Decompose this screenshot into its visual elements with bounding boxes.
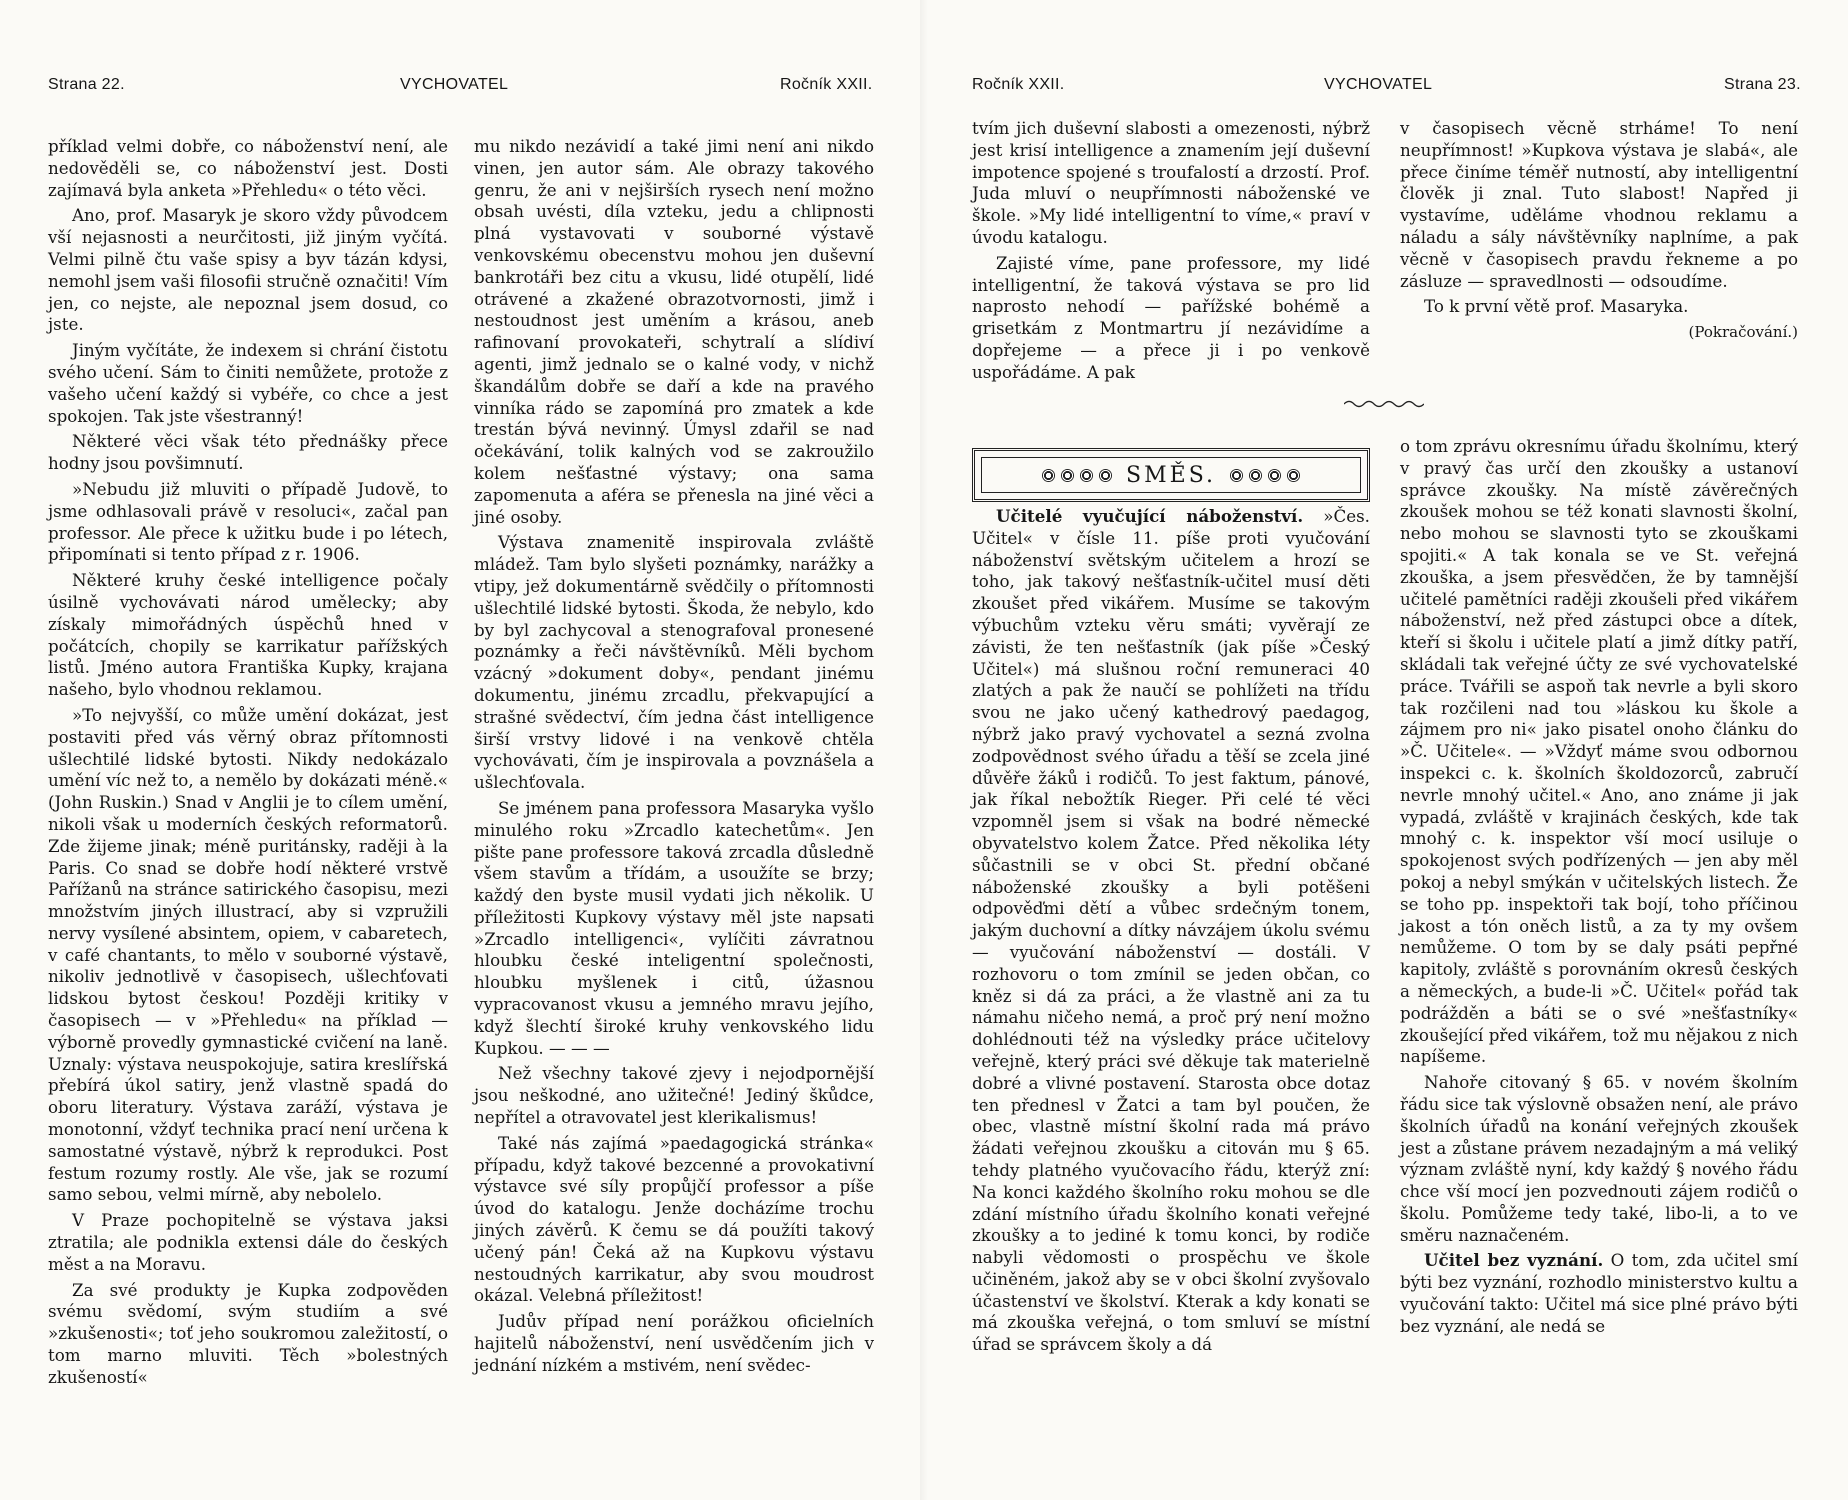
- section-title: SMĚS.: [1126, 462, 1216, 488]
- ornament-dot-icon: [1287, 469, 1300, 482]
- paragraph: Některé věci však této přednášky přece hodny jsou povšimnutí.: [48, 431, 448, 474]
- paragraph: Některé kruhy české intelligence počaly úsilně vychovávati národ umělecky; aby získaly mimořádných úspěchů hned v počátcích, chopily se karrikatur pařížských listů. Jméno autora Františka Kupky, krajana našeho, bylo vhodnou reklamou.: [48, 570, 448, 700]
- paragraph: v časopisech věcně strháme! To není neupřímnost! »Kupkova výstava je slabá«, ale přece činíme téměř nutností, aby intelligentní člověk ji znal. Tuto slabost! Napřed ji vystavíme, uděláme vhodnou reklamu a náladu a sály návštěvníky naplníme, a pak věcně v časopisech pravdu řekneme a po zásluze — spravedlnosti — odsoudíme.: [1400, 118, 1798, 291]
- paragraph: mu nikdo nezávidí a také jimi není ani nikdo vinen, jen autor sám. Ale obrazy takového genru, že ani v nejširších rysech není možno obsah uvésti, díla vzteku, jedu a chlipnosti plná vystavovati v souborné výstavě venkovskému obecenstvu mohou jen duševní bankrotáři bez citu a vkusu, lidé otupělí, lidé otrávené a zkažené obrazotvornosti, jimž i nestoudnost jest uměním a krásou, aneb rafinovaní provokateři, schytralí a slídiví agenti, jimž jednalo se o kalné vody, v nichž škandálům dobře se daří a kde na pravého vinníka rádo se zapomíná pro zmatek a kde trestán bývá nevinný. Úmysl zdařil se nad očekávání, tolik kalných vod se zakroužilo kolem nešťastné výstavy; ona sama zapomenuta a aféra se přenesla na jiné věci a jiné osoby.: [474, 136, 874, 527]
- paragraph: o tom zprávu okresnímu úřadu školnímu, který v pravý čas určí den zkoušky a ustanoví správce zkoušky. Na místě závěrečných zkoušek mohou se též konati slavnosti školní, nebo mohou se slavnosti tyto se zkouškami spojiti.« A tak konala se ve St. veřejná zkouška, a jsem přesvědčen, že by tamnější učitelé pamětníci raději zkoušeli před vikářem náboženství, než před zástupci obce a dítek, kteří si školu i učitele platí a jimž dítky patří, skládali tak veřejné účty ze své vychovatelské práce. Tvářili se aspoň tak nevrle a byli skoro tak rozčileni nad tou »láskou ku škole a zájmem pro ni« jako pisatel onoho článku do »Č. Učitele«. — »Vždyť máme svou odbornou inspekci c. k. školních školdozorců, zabručí nevrle mnohý učitel.« Ano, ano známe ji jak vypadá, zvláště v krajinách českých, kde tak mnohý c. k. inspektor vší mocí usiluje o spokojenost svých podřízených — jen aby měl pokoj a nebyl smýkán v učitelských listech. Že se toho pp. inspektoři tak bojí, toho příčinou jakost a tón oněch listů, a za ty my ovšem nemůžeme. O tom by se daly psáti pepřné kapitoly, zvláště s porovnáním okresů českých a německých, a bude-li »Č. Učitel« pořád tak podrážděn a báti se o své »nešťastníky« zkoušející před vikářem, tož mu nějakou z nich napíšeme.: [1400, 436, 1798, 1067]
- ornament-dot-icon: [1249, 469, 1262, 482]
- paragraph: Také nás zajímá »paedagogická stránka« případu, když takové bezcenné a provokativní výstavce své síly propůjčí professor a píše úvod do katalogu. Jenže docházíme trochu jiných závěrů. K čemu se dá použíti takový učený pán! Čeká až na Kupkovu výstavu nestoudných karrikatur, aby svou moudrost okázal. Velebná příležitost!: [474, 1132, 874, 1306]
- left-column-2: [474, 136, 874, 1377]
- continued-note: (Pokračování.): [1688, 323, 1798, 342]
- right-column-1-article: [972, 506, 1370, 1356]
- paragraph: Jiným vyčítáte, že indexem si chrání čistotu svého učení. Sám to činiti nemůžete, protože z vašeho učení každý si vybéře, co chce a jest spokojen. Tak jste všestranný!: [48, 340, 448, 426]
- paragraph: To k první větě prof. Masaryka.: [1424, 296, 1689, 317]
- ornament-dot-icon: [1099, 469, 1112, 482]
- volume-label: Ročník XXII.: [780, 76, 873, 93]
- page-number: Strana 23.: [1724, 76, 1801, 93]
- ornament-dot-icon: [1042, 469, 1055, 482]
- paragraph: »To nejvyšší, co může umění dokázat, jest postaviti před vás věrný obraz přítomnosti ušlechtilé lidské bytosti. Nikdy nedokázalo umění víc než to, a nemělo by dokázati méně.« (John Ruskin.) Snad v Anglii je to cílem umění, nikoli však u moderních českých reformatorů. Zde žijeme jinak; méně puritánsky, raději à la Paris. Co snad se dobře hodí některé vrstvě Pařížanů na stránce satirického časopisu, mezi množstvím jiných illustrací, aby si vzpružili nervy vysílené absintem, opiem, v cabaretech, v café chantants, to mělo v souborné výstavě, nikoliv jednotlivě v časopisech, ušlechťovati lidskou bytost českou! Později kritiky v časopisech — v »Přehledu« na příklad — výborně provedly gymnastické cvičení na laně. Uznaly: výstava neuspokojuje, satira kreslířská přebírá úkol satiry, jenž vlastně spadá do oboru literatury. Výstava zaráží, výstava je monotonní, vždyť technika prací není určena k samostatné výstavě, nýbrž k reprodukci. Post festum rozumy rostly. Ale vše, jak se rozumí samo sebou, velmi mírně, aby nebolelo.: [48, 704, 448, 1205]
- running-title: VYCHOVATEL: [400, 76, 509, 93]
- right-column-1-top: [972, 118, 1370, 384]
- paragraph: Nahoře citovaný § 65. v novém školním řádu sice tak výslovně obsažen není, ale právo školních úřadů na konání veřejných zkoušek jest a zůstane právem nezadajným a má veliký význam zvláště nyní, kdy každý § nového řádu chce vší mocí jen pozvednouti zájem rodičů o školu. Pomůžeme tedy také, libo-li, a to ve směru naznačeném.: [1400, 1072, 1798, 1245]
- running-title: VYCHOVATEL: [1324, 76, 1433, 93]
- right-page: [924, 0, 1848, 1500]
- paragraph: příklad velmi dobře, co náboženství není, ale nedověděli se, co náboženství jest. Dosti zajímavá byla anketa »Přehledu« o této věci.: [48, 136, 448, 200]
- ornament-dot-icon: [1080, 469, 1093, 482]
- paragraph: Se jménem pana professora Masaryka vyšlo minulého roku »Zrcadlo katechetům«. Jen pište pane professore taková zrcadla důsledně všem stavům a třídám, a usoužíte se brzy; každý den byste musil vydati jich několik. U příležitosti Kupkovy výstavy měl jste napsati »Zrcadlo intelligenci«, vylíčiti závratnou hloubku české inteligentní společnosti, hloubku myšlenek i citů, úžasnou vypracovanost vkusu a jemného mravu jejího, když šlechtí široké kruhy venkovského lidu Kupkou. — — —: [474, 797, 874, 1058]
- section-divider-ornament: [1344, 398, 1424, 410]
- paragraph: Než všechny takové zjevy i nejodpornější jsou neškodné, ano užitečné! Jediný škůdce, nepřítel a otravovatel jest klerikalismus!: [474, 1063, 874, 1128]
- paragraph: Výstava znamenitě inspirovala zvláště mládež. Tam bylo slyšeti poznámky, narážky a vtipy, jež dokumentárně svědčily o přítomnosti ušlechtilé lidské bytosti. Škoda, že nebylo, kdo by byl zachycoval a stenografoval pronesené poznámky a řeči návštěvníků. Měli bychom vzácný »dokument doby«, pendant jinému dokumentu, jinému zrcadlu, překvapující a strašné svědectví, čím jedna část intelligence širší vrstvy lidové i na venkově chtěla vychovávati, čím je inspirovala a povznášela a ušlechťovala.: [474, 532, 874, 793]
- article-title: Učitelé vyučující náboženství.: [996, 506, 1304, 526]
- paragraph: Zajisté víme, pane professore, my lidé intelligentní, že taková výstava se pro lid naprosto nehodí — pařížské bohémě a grisetkám z Montmartru jí nezávidíme a dopřejeme — a přece ji i po venkově uspořádáme. A pak: [972, 252, 1370, 382]
- page-number: Strana 22.: [48, 76, 125, 93]
- ornament-dot-icon: [1230, 469, 1243, 482]
- paragraph: »Nebudu již mluviti o případě Judově, to jsme odhlasovali právě v resoluci«, začal pan professor. Ale přece k užitku bude i po létech, připomínati si tento případ z r. 1906.: [48, 478, 448, 565]
- article-title: Učitel bez vyznání.: [1424, 1250, 1604, 1271]
- paragraph: V Praze pochopitelně se výstava jaksi ztratila; ale podnikla extensi dále do českých měst a na Moravu.: [48, 1210, 448, 1274]
- article-body: O tom, zda učitel smí býti bez vyznání, rozhodlo ministerstvo kultu a vyučování takto: Učitel má sice plné právo býti bez vyznání, ale nedá se: [1400, 1250, 1799, 1336]
- paragraph: Za své produkty je Kupka zodpověden svému svědomí, svým studiím a své »zkušenosti«; toť jeho soukromou zaležitostí, o tom marno mluviti. Těch »bolestných zkušeností«: [48, 1279, 448, 1387]
- left-column-1: [48, 136, 448, 1389]
- article-body: »Čes. Učitel« v čísle 11. píše proti vyučování náboženství světským učitelem a hrozí se toho, jak takový nešťastník-učitel musí děti zkoušet před vikářem. Musíme se takovým výbuchům vzteku věru smáti; vyvěrají ze závisti, že ten nešťastník (jak píše »Český Učitel«) má slušnou roční remuneraci 40 zlatých a pak že naučí se pohlížeti na třídu svou ne jako učený kathedrový paedagog, nýbrž jako pravý vychovatel a sezná zvolna zodpovědnost svého úřadu a těší se zcela jiné důvěře žáků i rodičů. To jest faktum, pánové, jak říkal nebožtík Rieger. Při celé té věci vzpomněl jsem si však na bodré německé obyvatelstvo kolem Žatce. Před několika léty sůčastnili se v obci St. přední občané náboženské zkoušky a byli potěšeni odpověďmi dětí a vůbec srdečným tonem, jakým duchovní a dítky návzájem úkolu svému — vyučování náboženství — dostáli. V rozhovoru o tom zmínil se jeden občan, co kněz si dá za práci, a že vlastně ani za tu námahu ničeho nemá, a proč prý není možno dohlédnouti též na výsledky práce učitelovy veřejně, který práci své děkuje tak materielně dobré a vlivné postavení. Starosta obce dotaz ten přednesl v Žatci a tam byl poučen, že obec, vlastně místní školní rada má právo žádati veřejnou zkoušku a citován mu § 65. tehdy platného vyučovacího řádu, kterýž zní: Na konci každého školního roku mohou se dle zdání místního úřadu školního konati veřejné zkoušky a to jediné k tomu konci, by rodiče nabyli vědomosti o prospěchu ve škole učiněném, jakož aby se v obci školní zvyšovalo účastenství ve školství. Kterak a kdy konati se má zkouška veřejná, o tom smluví se místní úřad se správcem školy a dá: [972, 506, 1370, 1355]
- ornament-dot-icon: [1061, 469, 1074, 482]
- section-heading-box: [972, 448, 1370, 502]
- volume-label: Ročník XXII.: [972, 76, 1065, 93]
- paragraph: Judův případ není porážkou oficielních hajitelů náboženství, není usvědčením jich v jednání nízkém a mstivém, není svědec-: [474, 1311, 874, 1375]
- right-column-2-article: [1400, 436, 1798, 1338]
- paragraph: tvím jich duševní slabosti a omezenosti, nýbrž jest krisí intelligence a znamením její duševní impotence spojené s troufalostí a drzostí. Prof. Juda mluví o neupřímnosti náboženské ve škole. »My lidé intelligentní to víme,« praví v úvodu katalogu.: [972, 118, 1370, 247]
- right-column-2-top: [1400, 118, 1798, 344]
- paragraph: Ano, prof. Masaryk je skoro vždy původcem vší nejasnosti a neurčitosti, již jiným vyčítá. Velmi pilně čtu vaše spisy a byv tázán kdysi, nemohl jsem vaši filosofii stručně označiti! Vím jen, co nejste, ale nepoznal jsem dosud, co jste.: [48, 205, 448, 335]
- ornament-dot-icon: [1268, 469, 1281, 482]
